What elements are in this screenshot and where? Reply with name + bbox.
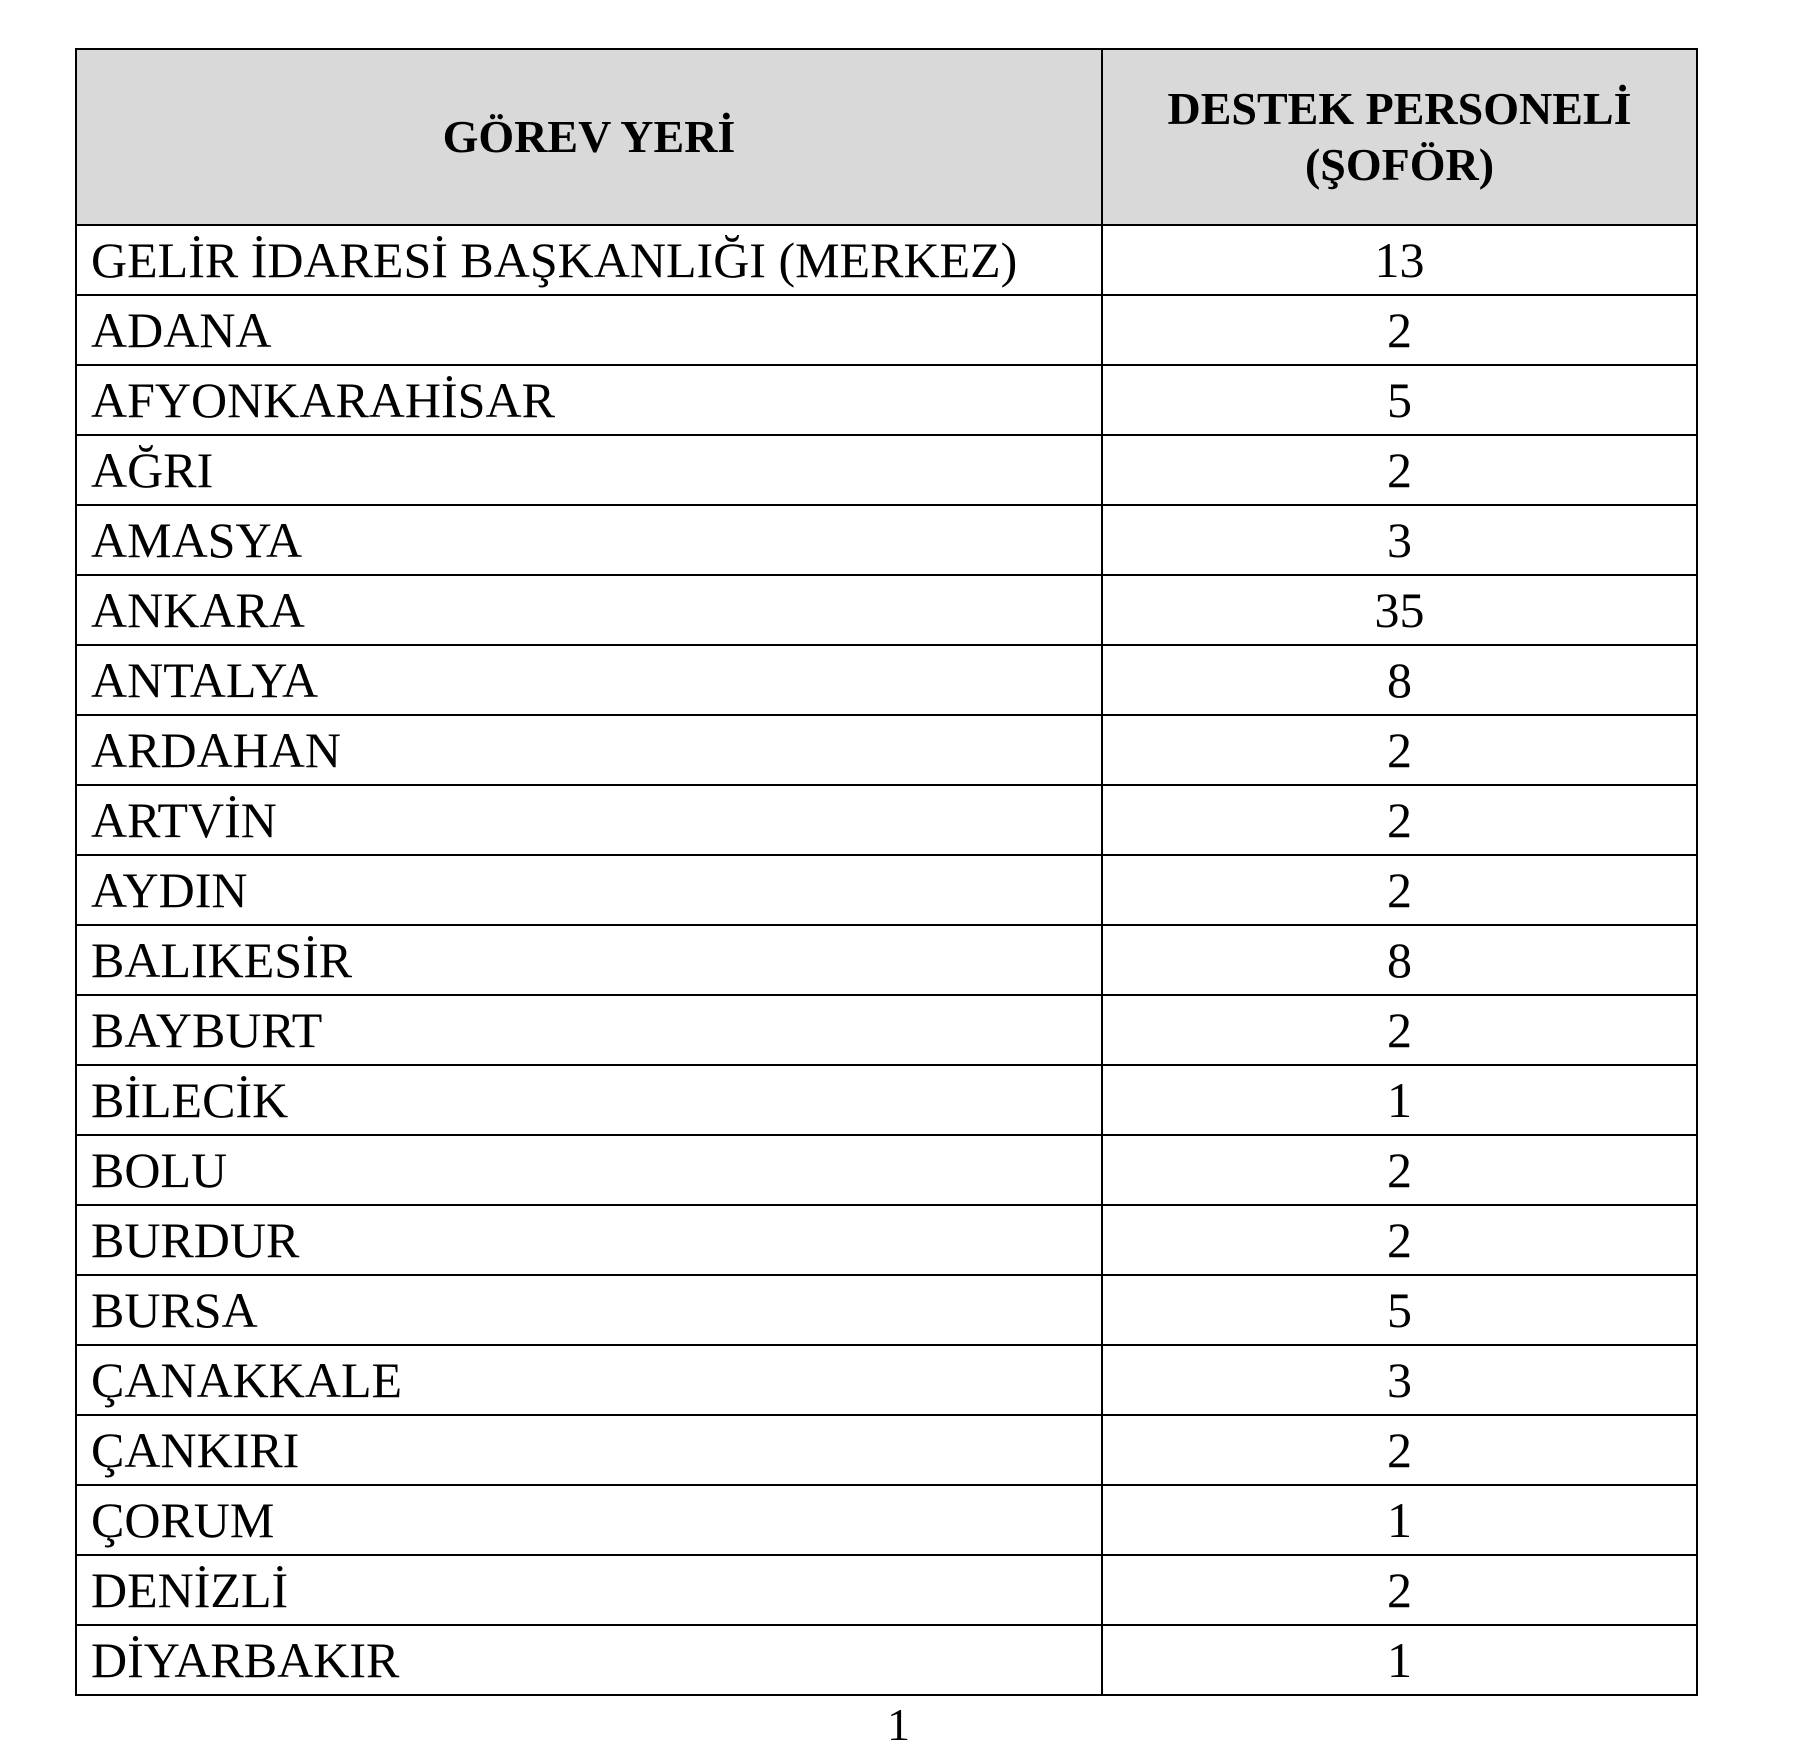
place-cell: GELİR İDARESİ BAŞKANLIĞI (MERKEZ) xyxy=(76,225,1102,295)
count-cell: 8 xyxy=(1102,925,1697,995)
header-row xyxy=(76,49,1697,225)
count-cell: 1 xyxy=(1102,1485,1697,1555)
table-row xyxy=(76,855,1697,925)
count-cell: 5 xyxy=(1102,365,1697,435)
table-row xyxy=(76,505,1697,575)
table-row xyxy=(76,1065,1697,1135)
table-row xyxy=(76,1625,1697,1695)
table-row xyxy=(76,295,1697,365)
table-row xyxy=(76,1485,1697,1555)
place-cell: DENİZLİ xyxy=(76,1555,1102,1625)
count-cell: 2 xyxy=(1102,1205,1697,1275)
header-place-label: GÖREV YERİ xyxy=(442,111,736,162)
count-cell: 35 xyxy=(1102,575,1697,645)
table-row xyxy=(76,575,1697,645)
count-cell: 2 xyxy=(1102,995,1697,1065)
count-cell: 2 xyxy=(1102,1415,1697,1485)
place-cell: ARDAHAN xyxy=(76,715,1102,785)
count-cell: 3 xyxy=(1102,505,1697,575)
staff-table-container xyxy=(75,48,1696,1696)
count-cell: 2 xyxy=(1102,1555,1697,1625)
header-staff xyxy=(1102,49,1697,225)
count-cell: 2 xyxy=(1102,435,1697,505)
place-cell: ADANA xyxy=(76,295,1102,365)
table-row xyxy=(76,1135,1697,1205)
count-cell: 2 xyxy=(1102,855,1697,925)
header-place xyxy=(76,49,1102,225)
place-cell: BALIKESİR xyxy=(76,925,1102,995)
count-cell: 8 xyxy=(1102,645,1697,715)
count-cell: 3 xyxy=(1102,1345,1697,1415)
place-cell: BURDUR xyxy=(76,1205,1102,1275)
table-row xyxy=(76,925,1697,995)
count-cell: 2 xyxy=(1102,295,1697,365)
page-number: 1 xyxy=(887,1699,910,1750)
header-staff-line1: DESTEK PERSONELİ xyxy=(1167,83,1632,134)
place-cell: DİYARBAKIR xyxy=(76,1625,1102,1695)
count-cell: 1 xyxy=(1102,1065,1697,1135)
count-cell: 1 xyxy=(1102,1625,1697,1695)
place-cell: ÇANKIRI xyxy=(76,1415,1102,1485)
table-row xyxy=(76,995,1697,1065)
table-row xyxy=(76,1415,1697,1485)
table-row xyxy=(76,1555,1697,1625)
table-row xyxy=(76,645,1697,715)
place-cell: ANKARA xyxy=(76,575,1102,645)
table-row xyxy=(76,225,1697,295)
table-row xyxy=(76,435,1697,505)
count-cell: 2 xyxy=(1102,715,1697,785)
count-cell: 2 xyxy=(1102,1135,1697,1205)
place-cell: AĞRI xyxy=(76,435,1102,505)
place-cell: ARTVİN xyxy=(76,785,1102,855)
place-cell: BİLECİK xyxy=(76,1065,1102,1135)
place-cell: BURSA xyxy=(76,1275,1102,1345)
staff-table xyxy=(75,48,1698,1696)
table-row xyxy=(76,1345,1697,1415)
place-cell: ANTALYA xyxy=(76,645,1102,715)
table-header xyxy=(76,49,1697,225)
place-cell: ÇORUM xyxy=(76,1485,1102,1555)
place-cell: BOLU xyxy=(76,1135,1102,1205)
table-row xyxy=(76,785,1697,855)
table-row xyxy=(76,365,1697,435)
count-cell: 13 xyxy=(1102,225,1697,295)
table-row xyxy=(76,1205,1697,1275)
count-cell: 2 xyxy=(1102,785,1697,855)
table-row xyxy=(76,1275,1697,1345)
table-body xyxy=(76,225,1697,1695)
table-row xyxy=(76,715,1697,785)
place-cell: AYDIN xyxy=(76,855,1102,925)
place-cell: ÇANAKKALE xyxy=(76,1345,1102,1415)
place-cell: AMASYA xyxy=(76,505,1102,575)
place-cell: BAYBURT xyxy=(76,995,1102,1065)
header-staff-line2: (ŞOFÖR) xyxy=(1304,139,1495,190)
count-cell: 5 xyxy=(1102,1275,1697,1345)
place-cell: AFYONKARAHİSAR xyxy=(76,365,1102,435)
